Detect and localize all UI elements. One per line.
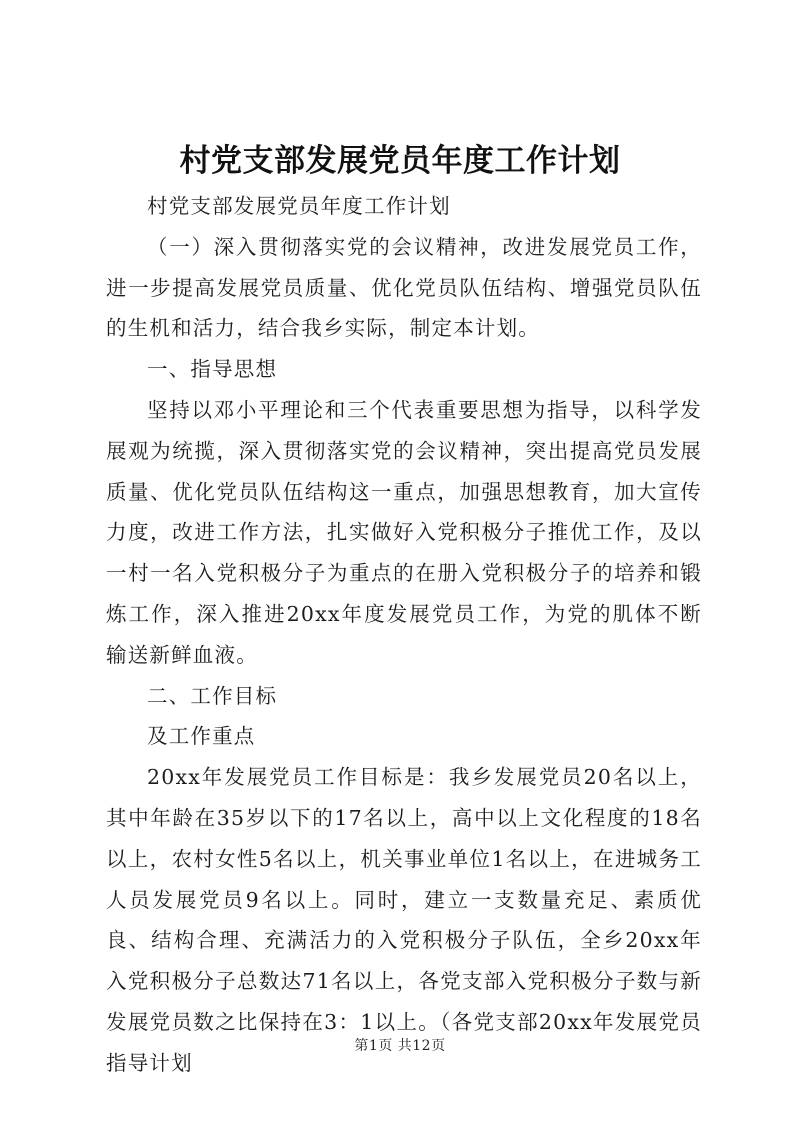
paragraph-guiding-thought: 坚持以邓小平理论和三个代表重要思想为指导，以科学发展观为统揽，深入贯彻落实党的会议精神，突出提高党员发展质量、优化党员队伍结构这一重点，加强思想教育，加大宣传力度，改进工作方法，扎实做好入党积极分子推优工作，及以一村一名入党积极分子为重点的在册入党积极分子的培养和锻炼工作，深入推进20xx年度发展党员工作，为党的肌体不断输送新鲜血液。 xyxy=(106,397,702,667)
document-body xyxy=(106,186,702,1084)
paragraph-subtitle: 村党支部发展党员年度工作计划 xyxy=(147,194,451,218)
document-title: 村党支部发展党员年度工作计划 xyxy=(179,143,621,179)
section-heading-work-goals: 二、工作目标 xyxy=(147,683,278,708)
page-footer: 第1页 共12页 xyxy=(354,1038,446,1054)
paragraph-work-goals: 20xx年发展党员工作目标是：我乡发展党员20名以上，其中年龄在35岁以下的17名以上，高中以上文化程度的18名以上，农村女性5名以上，机关事业单位1名以上，在进城务工人员发展党员9名以上。同时，建立一支数量充足、素质优良、结构合理、充满活力的入党积极分子队伍，全乡20xx年入党积极分子总数达71名以上，各党支部入党积极分子数与新发展党员数之比保持在3：1以上。（各党支部20xx年发展党员指导计划 xyxy=(106,765,702,1075)
section-heading-work-focus: 及工作重点 xyxy=(147,724,256,749)
section-heading-guiding-thought: 一、指导思想 xyxy=(147,357,278,382)
paragraph-intro: （一）深入贯彻落实党的会议精神，改进发展党员工作，进一步提高发展党员质量、优化党员队伍结构、增强党员队伍的生机和活力，结合我乡实际，制定本计划。 xyxy=(106,234,702,341)
